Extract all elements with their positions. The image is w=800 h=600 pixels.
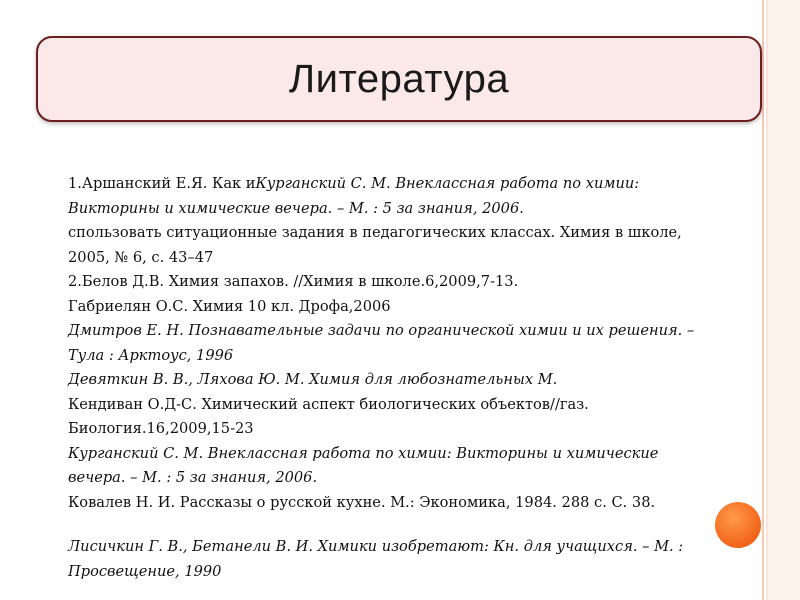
reference-line: 2005, № 6, с. 43–47 xyxy=(68,248,214,266)
reference-line xyxy=(68,172,768,197)
reference-line: Дмитров Е. Н. Познавательные задачи по органической химии и их решения. – xyxy=(68,322,695,339)
title-box xyxy=(36,36,762,122)
reference-line: Лисичкин Г. В., Бетанели В. И. Химики изобретают: Кн. для учащихся. – М. : xyxy=(68,538,684,555)
reference-line: Девяткин В. В., Ляхова Ю. М. Химия для любознательных М. xyxy=(68,371,558,388)
reference-line: 2.Белов Д.В. Химия запахов. //Химия в школе.6,2009,7-13. xyxy=(68,273,519,290)
reference-line: Кендиван О.Д-С. Химический аспект биологических объектов//газ. xyxy=(68,395,589,413)
slide-title: Литература xyxy=(288,56,510,101)
reference-line: вечера. – М. : 5 за знания, 2006. xyxy=(68,469,318,486)
reference-line: спользовать ситуационные задания в педагогических классах. Химия в школе, xyxy=(68,224,682,241)
reference-line: Ковалев Н. И. Рассказы о русской кухне. М.: Экономика, 1984. 288 с. С. 38. xyxy=(68,493,656,511)
reference-line: Тула : Арктоус, 1996 xyxy=(68,346,234,364)
reference-text: 1.Аршанский Е.Я. Как и xyxy=(68,175,256,192)
decorative-circle-icon xyxy=(715,502,761,548)
reference-line: Курганский С. М. Внеклассная работа по химии: Викторины и химические xyxy=(68,444,659,462)
spacer xyxy=(68,515,768,535)
reference-line: Викторины и химические вечера. – М. : 5 за знания, 2006. xyxy=(68,199,524,217)
reference-list xyxy=(68,172,768,584)
reference-line: Просвещение, 1990 xyxy=(68,562,222,580)
reference-text: Курганский С. М. Внеклассная работа по химии: xyxy=(255,175,640,192)
reference-line: Габриелян О.С. Химия 10 кл. Дрофа,2006 xyxy=(68,297,391,315)
reference-line: Биология.16,2009,15-23 xyxy=(68,420,254,437)
